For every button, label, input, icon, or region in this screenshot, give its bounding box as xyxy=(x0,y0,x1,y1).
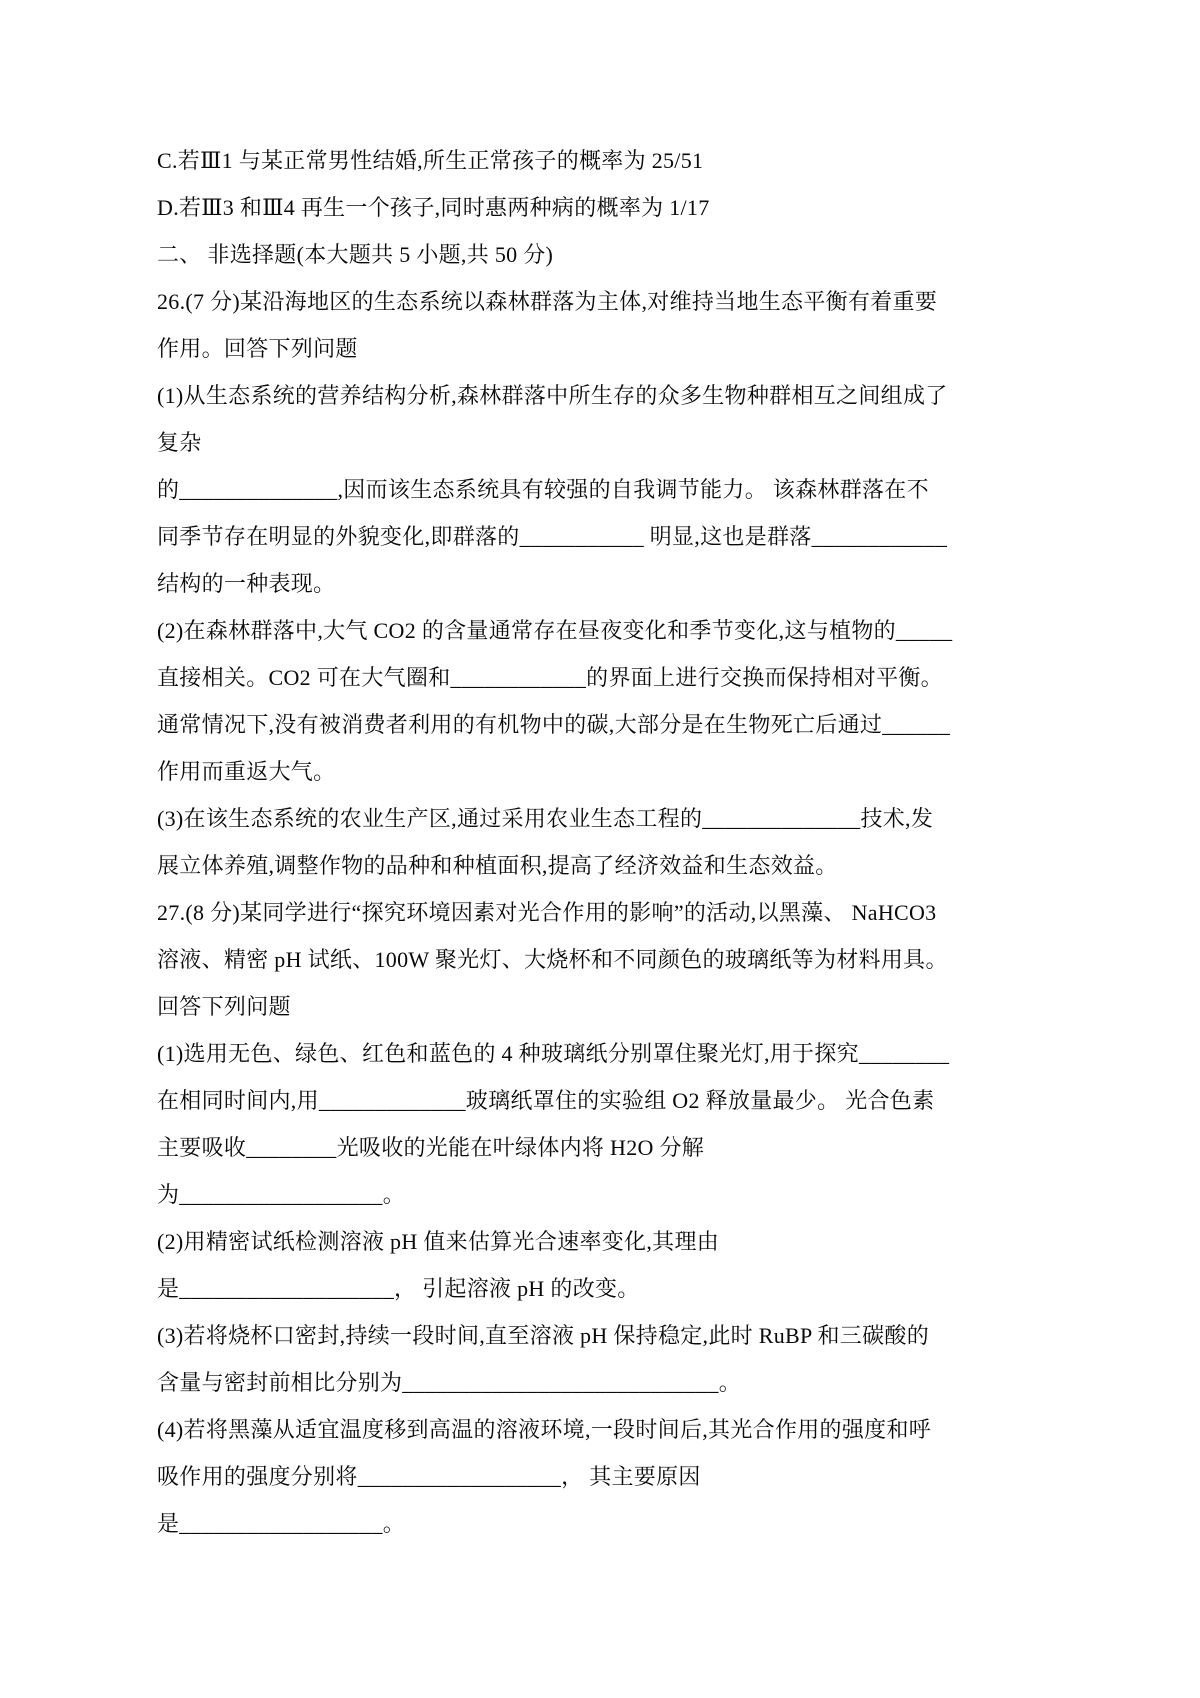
text-line: 同季节存在明显的外貌变化,即群落的___________ 明显,这也是群落____________ xyxy=(157,524,948,549)
text-line: 在相同时间内,用_____________玻璃纸罩住的实验组 O2 释放量最少。 光合色素 xyxy=(157,1088,935,1113)
document-lines xyxy=(157,137,1140,1547)
text-line: (2)在森林群落中,大气 CO2 的含量通常存在昼夜变化和季节变化,这与植物的_____ xyxy=(157,618,953,643)
text-line: 溶液、精密 pH 试纸、100W 聚光灯、大烧杯和不同颜色的玻璃纸等为材料用具。 xyxy=(157,947,948,972)
text-line: 主要吸收________光吸收的光能在叶绿体内将 H2O 分解 xyxy=(157,1135,705,1160)
text-line: 展立体养殖,调整作物的品种和种植面积,提高了经济效益和生态效益。 xyxy=(157,853,838,878)
text-line: (3)若将烧杯口密封,持续一段时间,直至溶液 pH 保持稳定,此时 RuBP 和三碳酸的 xyxy=(157,1323,930,1348)
text-line: (1)从生态系统的营养结构分析,森林群落中所生存的众多生物种群相互之间组成了 xyxy=(157,383,948,408)
text-line: (2)用精密试纸检测溶液 pH 值来估算光合速率变化,其理由 xyxy=(157,1229,720,1254)
text-line: 是__________________。 xyxy=(157,1511,405,1536)
text-line: 直接相关。CO2 可在大气圈和____________的界面上进行交换而保持相对平衡。 xyxy=(157,665,943,690)
text-line: 的______________,因而该生态系统具有较强的自我调节能力。 该森林群落在不 xyxy=(157,477,929,502)
text-line: 是___________________， 引起溶液 pH 的改变。 xyxy=(157,1276,640,1301)
text-line: 二、 非选择题(本大题共 5 小题,共 50 分) xyxy=(157,242,554,267)
text-line: 回答下列问题 xyxy=(157,994,291,1019)
text-line: 27.(8 分)某同学进行“探究环境因素对光合作用的影响”的活动,以黑藻、 NaHCO3 xyxy=(157,900,937,925)
text-line: 结构的一种表现。 xyxy=(157,571,336,596)
text-line: (3)在该生态系统的农业生产区,通过采用农业生态工程的______________技术,发 xyxy=(157,806,934,831)
text-line: 为__________________。 xyxy=(157,1182,405,1207)
text-line: 作用而重返大气。 xyxy=(157,759,336,784)
text-line: 含量与密封前相比分别为____________________________。 xyxy=(157,1370,742,1395)
text-line: D.若Ⅲ3 和Ⅲ4 再生一个孩子,同时惠两种病的概率为 1/17 xyxy=(157,195,710,220)
text-line: C.若Ⅲ1 与某正常男性结婚,所生正常孩子的概率为 25/51 xyxy=(157,148,704,173)
text-line: 作用。回答下列问题 xyxy=(157,336,358,361)
text-line: 26.(7 分)某沿海地区的生态系统以森林群落为主体,对维持当地生态平衡有着重要 xyxy=(157,289,938,314)
text-line: 吸作用的强度分别将__________________， 其主要原因 xyxy=(157,1464,701,1489)
text-line: 通常情况下,没有被消费者利用的有机物中的碳,大部分是在生物死亡后通过______ xyxy=(157,712,951,737)
text-line: 复杂 xyxy=(157,430,202,455)
text-line: (1)选用无色、绿色、红色和蓝色的 4 种玻璃纸分别罩住聚光灯,用于探究________ xyxy=(157,1041,950,1066)
text-line: (4)若将黑藻从适宜温度移到高温的溶液环境,一段时间后,其光合作用的强度和呼 xyxy=(157,1417,932,1442)
